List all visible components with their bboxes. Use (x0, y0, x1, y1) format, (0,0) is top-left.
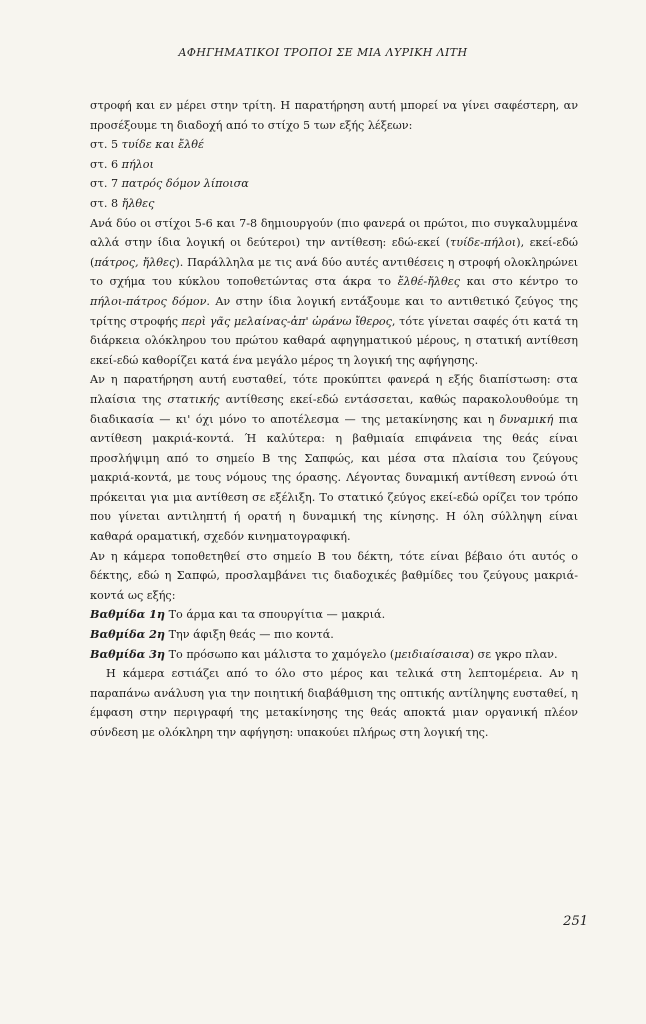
page-number: 251 (563, 914, 588, 929)
step-line: Βαθμίδα 2η Την άφιξη θεάς — πιο κοντά. (90, 627, 334, 642)
running-header: ΑΦΗΓΗΜΑΤΙΚΟΙ ΤΡΟΠΟΙ ΣΕ ΜΙΑ ΛΥΡΙΚΗ ΛΙΤΗ (178, 46, 468, 59)
paragraph-1: στροφή και εν μέρει στην τρίτη. Η παρατήρηση αυτή μπορεί να γίνει σαφέστερη, αν προσέξουμε τη διαδοχή από το στίχο 5 των εξής λέξεων: (90, 99, 578, 132)
paragraph-2: Ανά δύο οι στίχοι 5-6 και 7-8 δημιουργούν (πιο φανερά οι πρώτοι, πιο συγκαλυμμένα αλλά στην ίδια λογική οι δεύτεροι) την αντίθεση: εδώ-εκεί (τυίδε-πήλοι), εκεί-εδώ (πάτρος, ἤλθες). Παράλληλα με τις ανά δύο αυτές αντιθέσεις η στροφή ολοκληρώνει το σχήμα του κύκλου τοποθετώντας στα άκρα το ἔλθέ-ἤλθες και στο κέντρο το πήλοι-πάτρος δόμον. Αν στην ίδια λογική εντάξουμε και το αντιθετικό ζεύγος της τρίτης στροφής περὶ γᾶς μελαίνας-ἀπ' ὠράνω ἴθερος, τότε γίνεται σαφές ότι κατά τη διάρκεια ολόκληρου του πρώτου καθαρά αφηγηματικού μέρους, η στατική αντίθεση εκεί-εδώ καθορίζει κατά ένα μεγάλο μέρος τη λογική της αφήγησης. (90, 216, 578, 367)
paragraph-4: Αν η κάμερα τοποθετηθεί στο σημείο Β του δέκτη, τότε είναι βέβαιο ότι αυτός ο δέκτης, εδώ η Σαπφώ, προσλαμβάνει τις διαδοχικές βαθμίδες του ζεύγους μακριά-κοντά ως εξής: (90, 549, 578, 602)
verse-line: στ. 8 ἤλθες (90, 196, 155, 210)
verse-line: στ. 5 τυίδε και ἔλθέ (90, 138, 204, 152)
paragraph-3: Αν η παρατήρηση αυτή ευσταθεί, τότε προκύπτει φανερά η εξής διαπίστωση: στα πλαίσια της στατικής αντίθεσης εκεί-εδώ εντάσσεται, καθώς παρακολουθούμε τη διαδικασία — κι' όχι μόνο το αποτέλεσμα — της μετακίνησης και η δυναμική πια αντίθεση μακριά-κοντά. Ή καλύτερα: η βαθμιαία επιφάνεια της θεάς είναι προσλήψιμη από το σημείο Β της Σαπφώς, και μέσα στα πλαίσια του ζεύγους μακριά-κοντά, με τους νόμους της όρασης. Λέγοντας δυναμική αντίθεση εννοώ ότι πρόκειται για μια αντίθεση σε εξέλιξη. Το στατικό ζεύγος εκεί-εδώ ορίζει τον τρόπο που γίνεται αντιληπτή ή ορατή η δυναμική της κίνησης. Η όλη σύλληψη είναι καθαρά οραματική, σχεδόν κινηματογραφική. (90, 373, 579, 544)
verse-line: στ. 6 πήλοι (90, 157, 154, 171)
step-line: Βαθμίδα 1η Το άρμα και τα σπουργίτια — μακριά. (90, 607, 386, 622)
step-line: Βαθμίδα 3η Το πρόσωπο και μάλιστα το χαμόγελο (μειδιαίσαισα) σε γκρο πλαν. (90, 646, 558, 661)
verse-line: στ. 7 πατρός δόμον λίποισα (90, 177, 249, 191)
body-text (90, 96, 578, 743)
paragraph-5: Η κάμερα εστιάζει από το όλο στο μέρος και τελικά στη λεπτομέρεια. Αν η παραπάνω ανάλυση για την ποιητική διαβάθμιση της οπτικής αντίληψης ευσταθεί, η έμφαση στην περιγραφή της μετακίνησης της θεάς αποκτά μιαν οργανική πλέον σύνδεση με ολόκληρη την αφήγηση: υπακούει πλήρως στη λογική της. (90, 667, 578, 739)
